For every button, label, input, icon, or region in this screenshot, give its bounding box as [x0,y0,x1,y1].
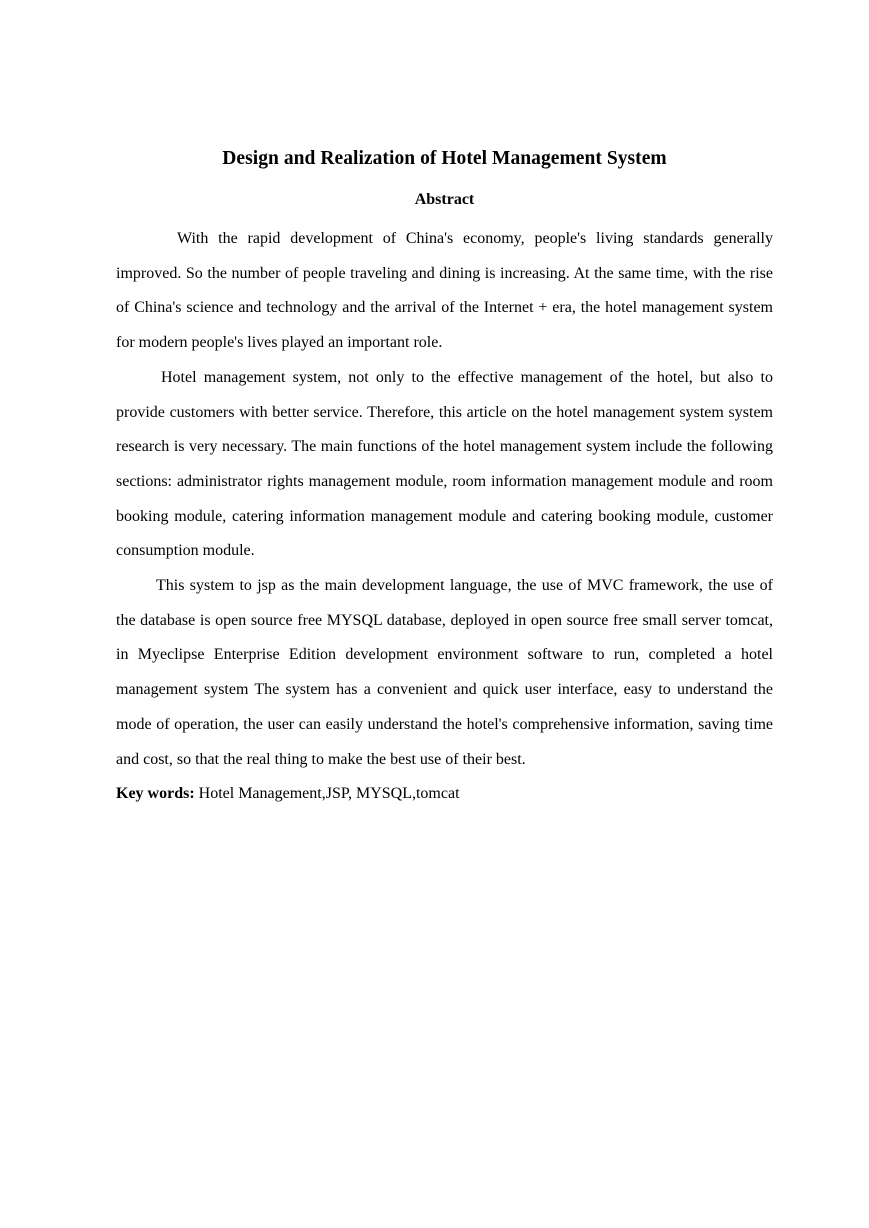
keywords-value: Hotel Management,JSP, MYSQL,tomcat [194,785,460,803]
abstract-heading: Abstract [414,191,475,208]
keywords-label: Key words: [116,785,195,803]
abstract-paragraph-1: With the rapid development of China's economy, people's living standards generally improved. So the number of people traveling and dining is increasing. At the same time, with the rise of China's science and technology and the arrival of the Internet + era, the hotel management system for modern people's lives played an important role. [116,230,773,352]
abstract-paragraph-2: Hotel management system, not only to the effective management of the hotel, but also to provide customers with better service. Therefore, this article on the hotel management system system research is very necessary. The main functions of the hotel management system include the following sections: administrator rights management module, room information management module and room booking module, catering information management module and catering booking module, customer consumption module. [116,368,773,560]
keywords-line [116,777,773,812]
document-title: Design and Realization of Hotel Management System [222,148,667,169]
document-page [116,140,773,812]
abstract-paragraph-3: This system to jsp as the main development language, the use of MVC framework, the use of the database is open source free MYSQL database, deployed in open source free small server tomcat, in Myeclipse Enterprise Edition development environment software to run, completed a hotel management system The system has a convenient and quick user interface, easy to understand the mode of operation, the user can easily understand the hotel's comprehensive information, saving time and cost, so that the real thing to make the best use of their best. [116,577,773,768]
